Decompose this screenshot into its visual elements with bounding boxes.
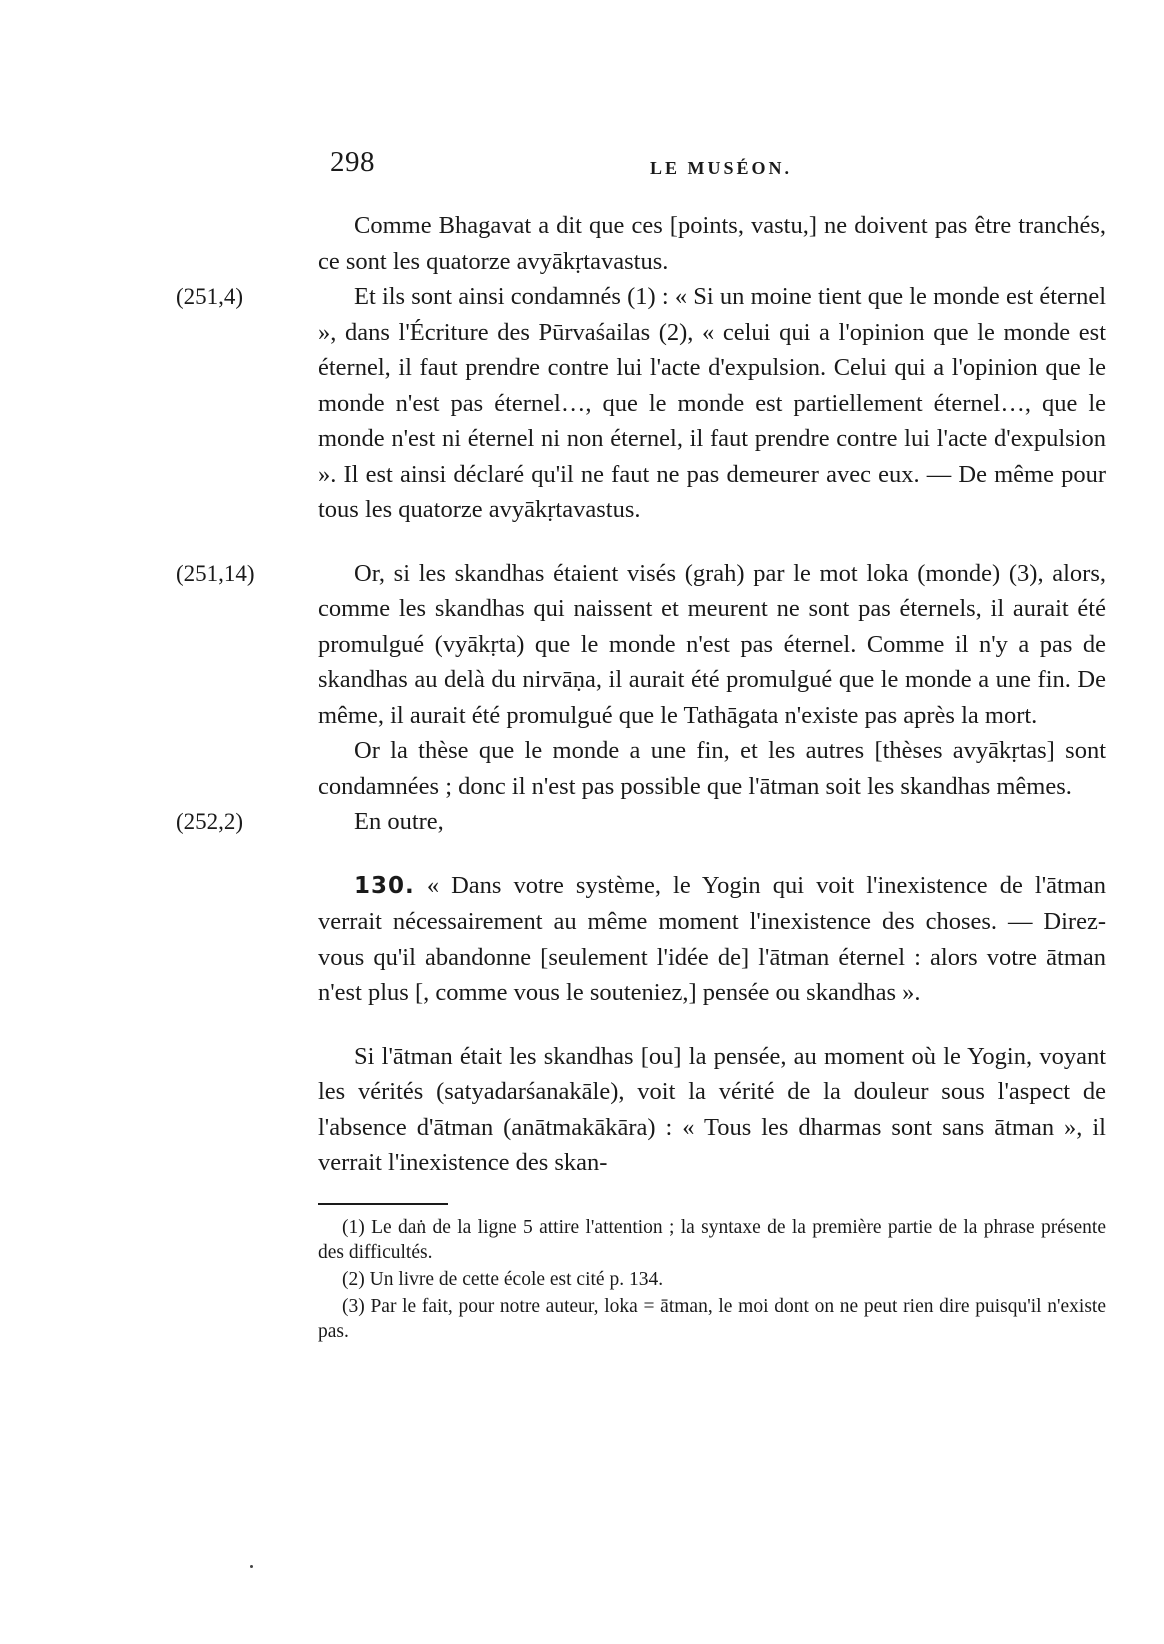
paragraph-3-block bbox=[176, 556, 1106, 734]
footnote-1: (1) Le daṅ de la ligne 5 attire l'attention ; la syntaxe de la première partie de la phrase présente des difficultés. bbox=[318, 1216, 1106, 1263]
footnote-2: (2) Un livre de cette école est cité p. 134. bbox=[342, 1268, 664, 1290]
stanza-number: 130. bbox=[354, 872, 415, 899]
running-title: LE MUSÉON. bbox=[650, 158, 793, 178]
paragraph-2: Et ils sont ainsi condamnés (1) : « Si un moine tient que le monde est éternel », dans l'Écriture des Pūrvaśailas (2), « celui qui a l'opinion que le monde est éternel, il faut prendre contre lui l'acte d'expulsion. Celui qui a l'opinion que le monde n'est pas éternel…, que le monde est partiellement éternel…, que le monde n'est ni éternel ni non éternel, il faut prendre contre lui l'acte d'expulsion ». Il est ainsi déclaré qu'il ne faut ne pas demeurer avec eux. — De même pour tous les quatorze avyākṛtavastus. bbox=[318, 283, 1106, 523]
spacer bbox=[318, 840, 1106, 868]
print-speck bbox=[250, 1565, 253, 1568]
footnote-3: (3) Par le fait, pour notre auteur, loka = ātman, le moi dont on ne peut rien dire puisqu'il n'existe pas. bbox=[318, 1295, 1106, 1342]
paragraph-2-block bbox=[176, 279, 1106, 528]
spacer bbox=[318, 528, 1106, 556]
paragraph-3: Or, si les skandhas étaient visés (grah) par le mot loka (monde) (3), alors, comme les skandhas qui naissent et meurent ne sont pas éternels, il aurait été promulgué (vyākṛta) que le monde n'est pas éternel. Comme il n'y a pas de skandhas au delà du nirvāṇa, il aurait été promulgué que le monde a une fin. De même, il aurait été promulgué que le Tathāgata n'existe pas après la mort. bbox=[318, 559, 1106, 729]
footnote-divider bbox=[318, 1203, 448, 1205]
paragraph-6: Si l'ātman était les skandhas [ou] la pensée, au moment où le Yogin, voyant les vérités (satyadarśanakāle), voit la vérité de la douleur sous l'aspect de l'absence d'ātman (anātmakākāra) : « Tous les dharmas sont sans ātman », il verrait l'inexistence des skan- bbox=[318, 1042, 1106, 1176]
spacer bbox=[318, 1011, 1106, 1039]
body-text bbox=[176, 208, 1106, 1346]
margin-reference-3: (252,2) bbox=[176, 809, 244, 834]
stanza-text: « Dans votre système, le Yogin qui voit l'inexistence de l'ātman verrait nécessairement au même moment l'inexistence des choses. — Direz-vous qu'il abandonne [seulement l'idée de] l'ātman éternel : alors votre ātman n'est plus [, comme vous le souteniez,] pensée ou skandhas ». bbox=[318, 871, 1106, 1006]
stanza-block bbox=[318, 868, 1106, 1011]
paragraph-5: En outre, bbox=[354, 808, 444, 835]
paragraph-5-block bbox=[176, 804, 1106, 840]
margin-reference-1: (251,4) bbox=[176, 284, 244, 309]
page-number: 298 bbox=[330, 146, 375, 178]
paragraph-1: Comme Bhagavat a dit que ces [points, vastu,] ne doivent pas être tranchés, ce sont les quatorze avyākṛtavastus. bbox=[318, 212, 1106, 275]
margin-reference-2: (251,14) bbox=[176, 560, 255, 586]
paragraph-4: Or la thèse que le monde a une fin, et les autres [thèses avyākṛtas] sont condamnées ; donc il n'est pas possible que l'ātman soit les skandhas mêmes. bbox=[318, 737, 1106, 800]
